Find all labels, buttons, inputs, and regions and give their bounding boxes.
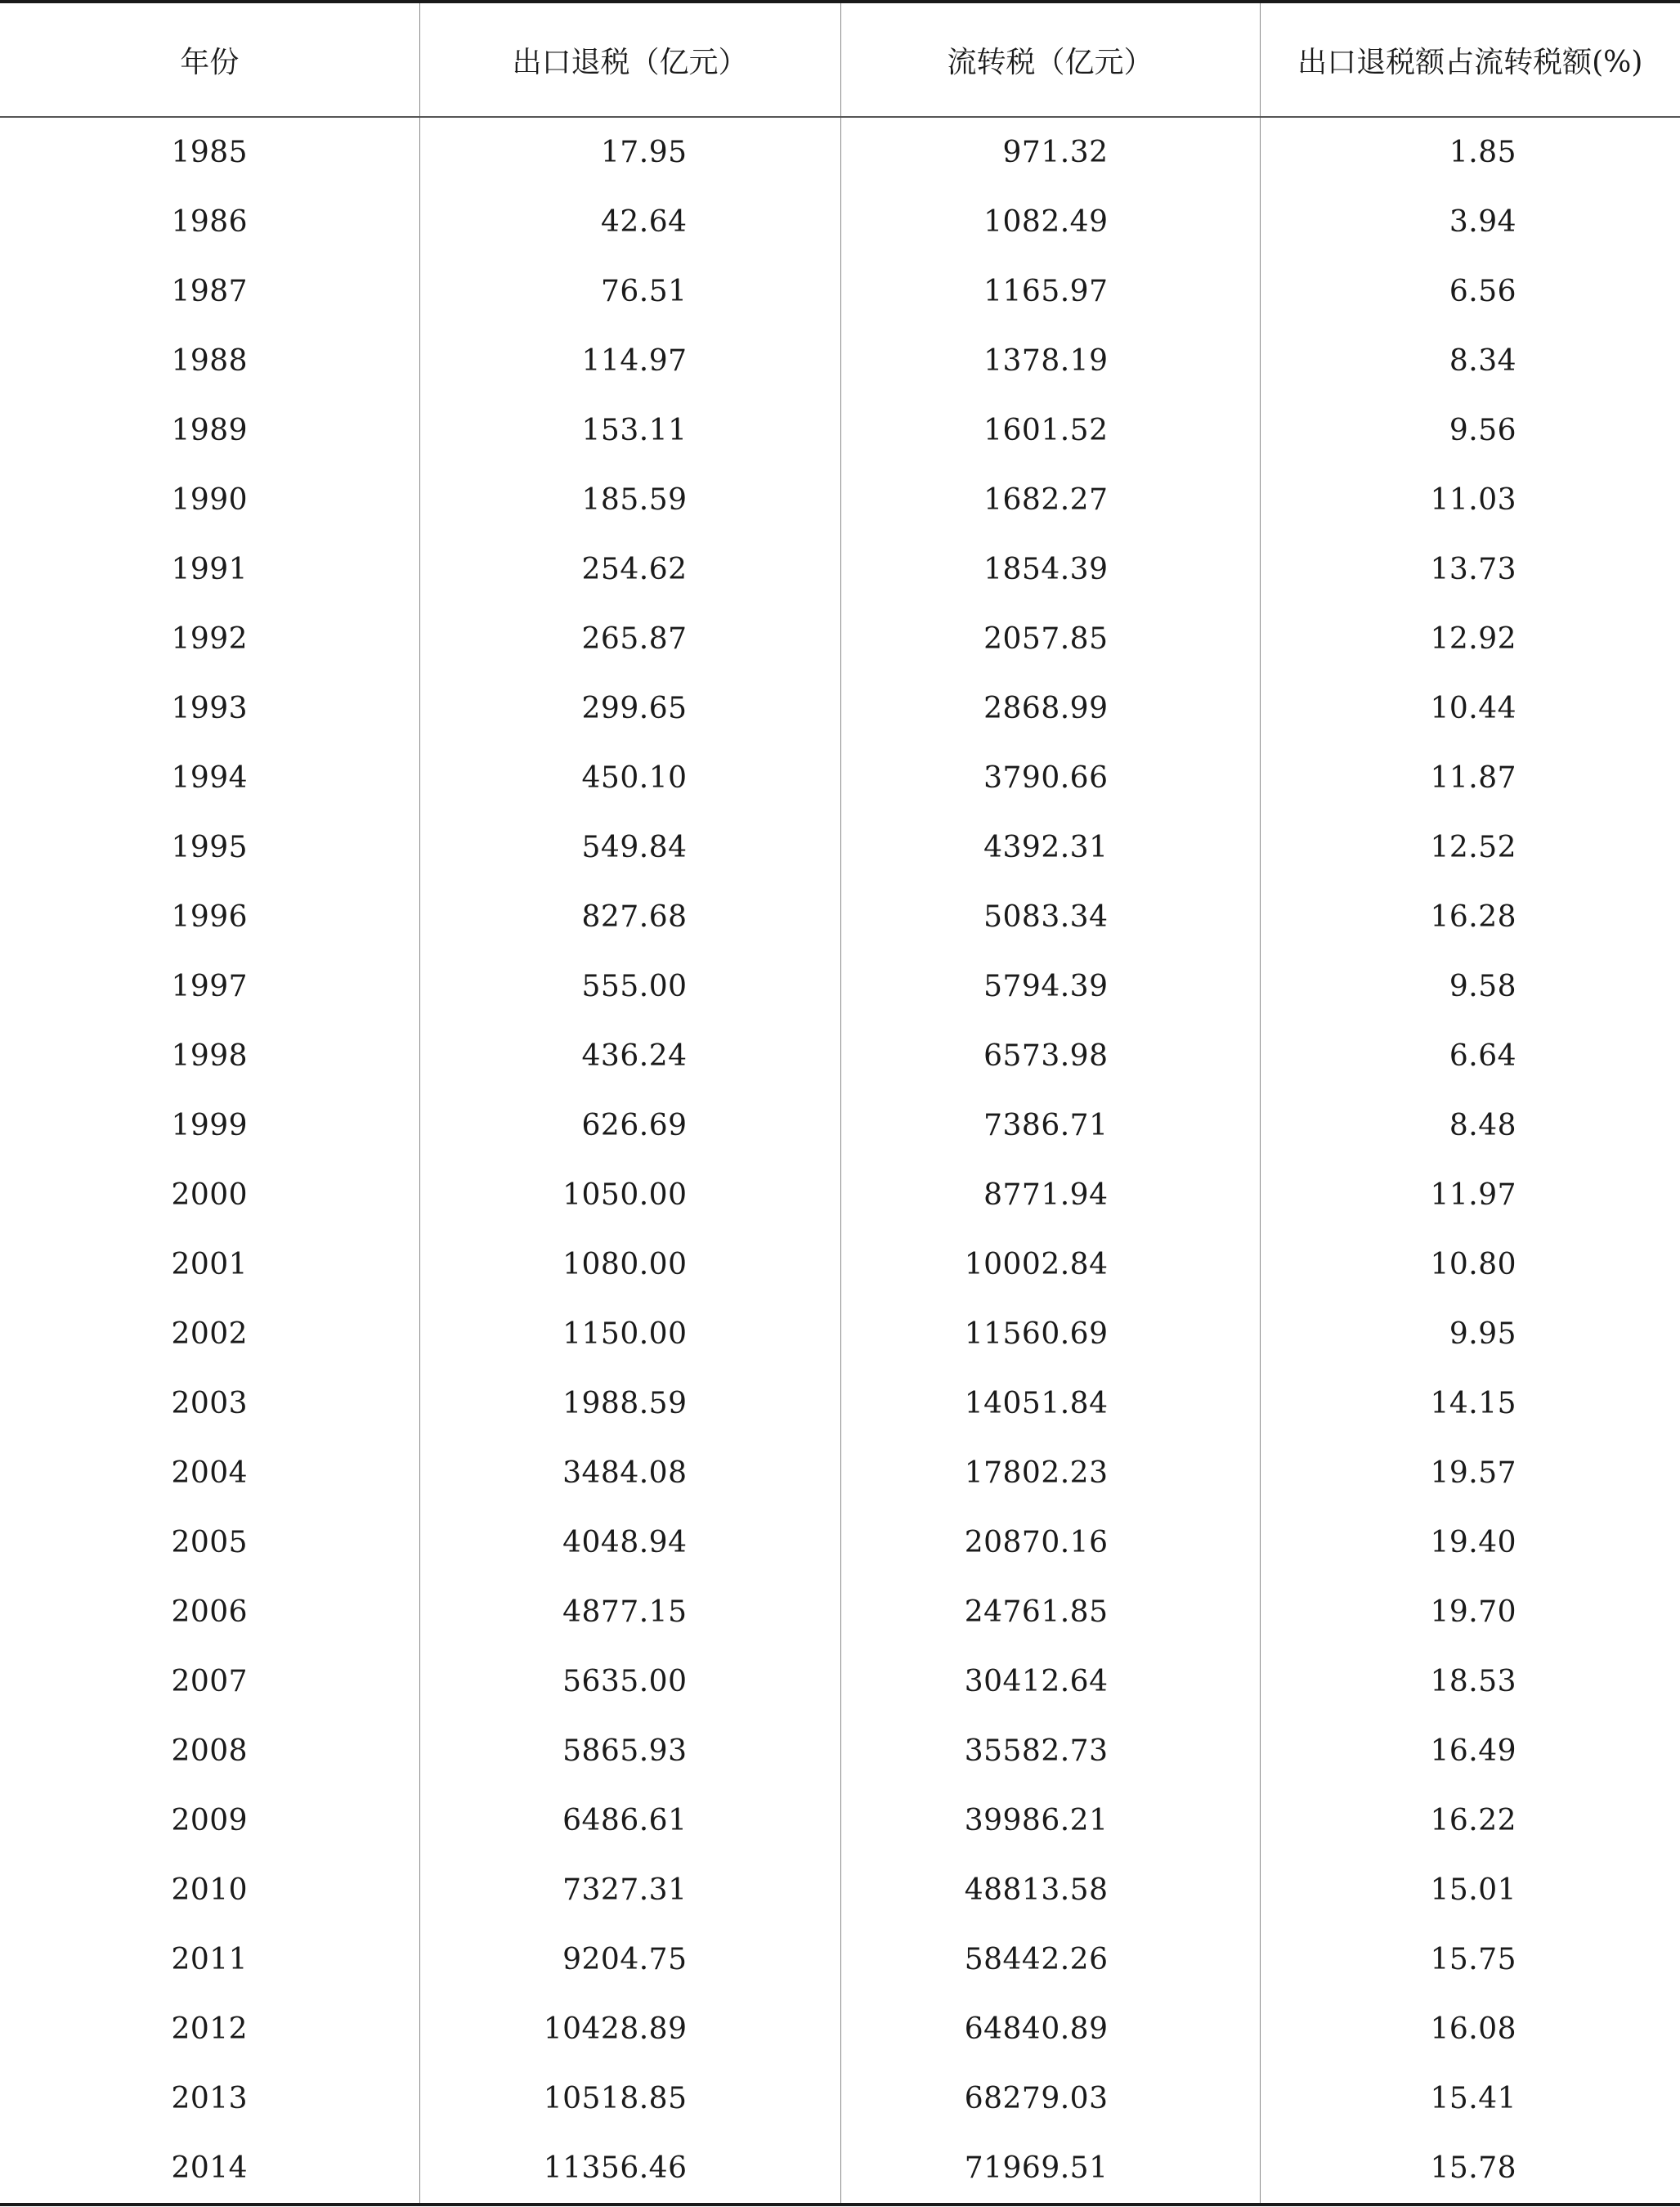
cell-year: 1988 (171, 344, 249, 378)
cell-turnover-tax: 1601.52 (840, 396, 1260, 465)
cell-turnover-tax: 1854.39 (840, 535, 1260, 604)
cell-turnover-tax: 1378.19 (840, 326, 1260, 396)
table-row (0, 257, 1680, 326)
cell-rebate-share: 19.70 (1260, 1577, 1680, 1647)
cell-turnover-tax: 24761.85 (840, 1577, 1260, 1647)
cell-rebate-share: 14.15 (1260, 1369, 1680, 1438)
cell-year: 2002 (171, 1317, 249, 1351)
cell-rebate-share: 3.94 (1260, 187, 1680, 257)
cell-year: 1991 (171, 553, 249, 586)
header-year: 年份 (0, 2, 419, 117)
table-row (0, 743, 1680, 813)
cell-year: 1985 (171, 136, 249, 169)
table-row (0, 326, 1680, 396)
cell-export-rebate: 114.97 (419, 326, 840, 396)
cell-year: 2000 (171, 1178, 249, 1212)
cell-export-rebate: 1150.00 (419, 1299, 840, 1369)
cell-year: 2009 (171, 1804, 249, 1837)
cell-rebate-share: 12.92 (1260, 604, 1680, 674)
cell-year: 1987 (171, 275, 249, 308)
cell-turnover-tax: 58442.26 (840, 1925, 1260, 1994)
cell-year: 2005 (171, 1526, 249, 1559)
cell-turnover-tax: 1082.49 (840, 187, 1260, 257)
table-row (0, 1369, 1680, 1438)
cell-year: 2001 (171, 1248, 249, 1281)
cell-turnover-tax: 3790.66 (840, 743, 1260, 813)
table-row (0, 1021, 1680, 1091)
cell-rebate-share: 15.75 (1260, 1925, 1680, 1994)
cell-turnover-tax: 971.32 (840, 117, 1260, 187)
cell-year: 1989 (171, 414, 249, 447)
table-row (0, 535, 1680, 604)
table-row (0, 396, 1680, 465)
table-row (0, 674, 1680, 743)
cell-export-rebate: 436.24 (419, 1021, 840, 1091)
cell-rebate-share: 10.80 (1260, 1230, 1680, 1299)
cell-export-rebate: 6486.61 (419, 1786, 840, 1855)
cell-export-rebate: 299.65 (419, 674, 840, 743)
cell-year: 2014 (171, 2151, 249, 2185)
cell-rebate-share: 9.58 (1260, 952, 1680, 1021)
cell-turnover-tax: 11560.69 (840, 1299, 1260, 1369)
header-row (0, 2, 1680, 117)
cell-rebate-share: 15.01 (1260, 1855, 1680, 1925)
table-row (0, 1786, 1680, 1855)
cell-rebate-share: 15.41 (1260, 2064, 1680, 2133)
cell-turnover-tax: 48813.58 (840, 1855, 1260, 1925)
cell-year: 2013 (171, 2082, 249, 2115)
cell-rebate-share: 19.57 (1260, 1438, 1680, 1508)
cell-rebate-share: 9.95 (1260, 1299, 1680, 1369)
cell-export-rebate: 11356.46 (419, 2133, 840, 2205)
table-row (0, 187, 1680, 257)
cell-rebate-share: 16.22 (1260, 1786, 1680, 1855)
cell-turnover-tax: 5794.39 (840, 952, 1260, 1021)
cell-turnover-tax: 68279.03 (840, 2064, 1260, 2133)
cell-export-rebate: 1988.59 (419, 1369, 840, 1438)
cell-export-rebate: 4048.94 (419, 1508, 840, 1577)
table-row (0, 1160, 1680, 1230)
cell-year: 2008 (171, 1734, 249, 1768)
cell-rebate-share: 16.28 (1260, 882, 1680, 952)
cell-rebate-share: 8.34 (1260, 326, 1680, 396)
table-row (0, 465, 1680, 535)
table-row (0, 2133, 1680, 2205)
cell-export-rebate: 9204.75 (419, 1925, 840, 1994)
cell-year: 1997 (171, 970, 249, 1003)
table-row (0, 1716, 1680, 1786)
cell-turnover-tax: 64840.89 (840, 1994, 1260, 2064)
cell-rebate-share: 16.08 (1260, 1994, 1680, 2064)
cell-export-rebate: 5865.93 (419, 1716, 840, 1786)
cell-rebate-share: 6.56 (1260, 257, 1680, 326)
cell-rebate-share: 9.56 (1260, 396, 1680, 465)
cell-export-rebate: 1080.00 (419, 1230, 840, 1299)
cell-year: 1999 (171, 1109, 249, 1142)
table-row (0, 1925, 1680, 1994)
cell-rebate-share: 6.64 (1260, 1021, 1680, 1091)
cell-rebate-share: 11.03 (1260, 465, 1680, 535)
cell-turnover-tax: 2057.85 (840, 604, 1260, 674)
cell-export-rebate: 7327.31 (419, 1855, 840, 1925)
cell-export-rebate: 626.69 (419, 1091, 840, 1160)
cell-export-rebate: 1050.00 (419, 1160, 840, 1230)
cell-export-rebate: 4877.15 (419, 1577, 840, 1647)
cell-turnover-tax: 20870.16 (840, 1508, 1260, 1577)
cell-export-rebate: 42.64 (419, 187, 840, 257)
cell-rebate-share: 13.73 (1260, 535, 1680, 604)
cell-year: 1990 (171, 483, 249, 517)
table-row (0, 882, 1680, 952)
table-row (0, 604, 1680, 674)
cell-year: 2004 (171, 1456, 249, 1490)
cell-year: 2007 (171, 1665, 249, 1698)
cell-export-rebate: 3484.08 (419, 1438, 840, 1508)
cell-year: 2012 (171, 2012, 249, 2046)
cell-export-rebate: 450.10 (419, 743, 840, 813)
cell-turnover-tax: 4392.31 (840, 813, 1260, 882)
table-row (0, 1855, 1680, 1925)
cell-export-rebate: 17.95 (419, 117, 840, 187)
cell-year: 1995 (171, 831, 249, 864)
header-export-rebate: 出口退税（亿元） (419, 2, 840, 117)
cell-year: 2003 (171, 1387, 249, 1420)
table-row (0, 1230, 1680, 1299)
table-row (0, 1647, 1680, 1716)
cell-year: 1994 (171, 761, 249, 795)
cell-export-rebate: 265.87 (419, 604, 840, 674)
header-rebate-share: 出口退税额占流转税额(%) (1260, 2, 1680, 117)
cell-year: 1992 (171, 622, 249, 656)
cell-export-rebate: 827.68 (419, 882, 840, 952)
table-row (0, 1577, 1680, 1647)
cell-turnover-tax: 71969.51 (840, 2133, 1260, 2205)
cell-rebate-share: 12.52 (1260, 813, 1680, 882)
table-row (0, 952, 1680, 1021)
cell-turnover-tax: 14051.84 (840, 1369, 1260, 1438)
table-row (0, 1299, 1680, 1369)
cell-rebate-share: 15.78 (1260, 2133, 1680, 2205)
table-header (0, 2, 1680, 117)
cell-turnover-tax: 1165.97 (840, 257, 1260, 326)
cell-export-rebate: 254.62 (419, 535, 840, 604)
table-row (0, 1438, 1680, 1508)
cell-rebate-share: 19.40 (1260, 1508, 1680, 1577)
cell-rebate-share: 10.44 (1260, 674, 1680, 743)
cell-export-rebate: 185.59 (419, 465, 840, 535)
cell-year: 1998 (171, 1039, 249, 1073)
cell-year: 2011 (171, 1943, 249, 1976)
table-row (0, 813, 1680, 882)
cell-rebate-share: 11.97 (1260, 1160, 1680, 1230)
cell-turnover-tax: 39986.21 (840, 1786, 1260, 1855)
cell-year: 1986 (171, 205, 249, 239)
cell-year: 1993 (171, 692, 249, 725)
cell-year: 2006 (171, 1595, 249, 1629)
cell-export-rebate: 10518.85 (419, 2064, 840, 2133)
cell-turnover-tax: 30412.64 (840, 1647, 1260, 1716)
table-row (0, 2064, 1680, 2133)
cell-turnover-tax: 10002.84 (840, 1230, 1260, 1299)
cell-turnover-tax: 5083.34 (840, 882, 1260, 952)
table-row (0, 1508, 1680, 1577)
cell-year: 2010 (171, 1873, 249, 1907)
cell-rebate-share: 18.53 (1260, 1647, 1680, 1716)
cell-rebate-share: 8.48 (1260, 1091, 1680, 1160)
cell-export-rebate: 555.00 (419, 952, 840, 1021)
cell-turnover-tax: 8771.94 (840, 1160, 1260, 1230)
cell-export-rebate: 76.51 (419, 257, 840, 326)
cell-turnover-tax: 7386.71 (840, 1091, 1260, 1160)
table-row (0, 1994, 1680, 2064)
cell-turnover-tax: 35582.73 (840, 1716, 1260, 1786)
cell-year: 1996 (171, 900, 249, 934)
cell-turnover-tax: 17802.23 (840, 1438, 1260, 1508)
cell-turnover-tax: 1682.27 (840, 465, 1260, 535)
cell-turnover-tax: 2868.99 (840, 674, 1260, 743)
cell-export-rebate: 10428.89 (419, 1994, 840, 2064)
cell-export-rebate: 153.11 (419, 396, 840, 465)
table-row (0, 117, 1680, 187)
header-turnover-tax: 流转税（亿元） (840, 2, 1260, 117)
cell-export-rebate: 5635.00 (419, 1647, 840, 1716)
cell-turnover-tax: 6573.98 (840, 1021, 1260, 1091)
table-row (0, 1091, 1680, 1160)
cell-rebate-share: 11.87 (1260, 743, 1680, 813)
cell-rebate-share: 1.85 (1260, 117, 1680, 187)
table-body (0, 117, 1680, 2205)
cell-export-rebate: 549.84 (419, 813, 840, 882)
cell-rebate-share: 16.49 (1260, 1716, 1680, 1786)
